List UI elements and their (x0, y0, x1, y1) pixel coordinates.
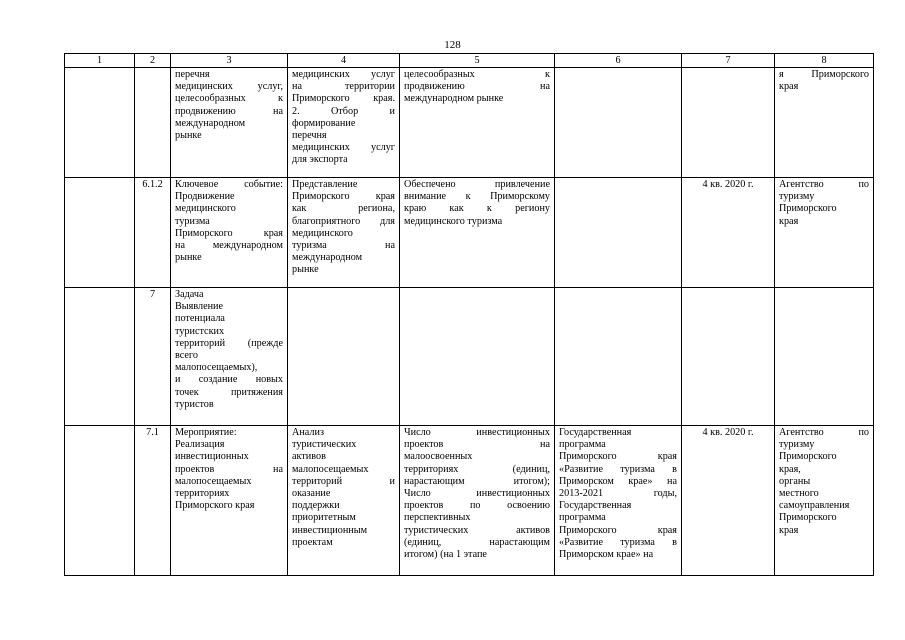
cell-line: проектов по освоению (404, 500, 550, 512)
column-header: 6 (555, 54, 682, 68)
cell-line: Приморского (779, 203, 837, 215)
cell-line: международном рынке (404, 93, 504, 105)
cell-date (682, 68, 775, 178)
cell-col1 (65, 178, 135, 288)
table-row (65, 288, 874, 426)
cell-line: Выявление (175, 301, 224, 313)
cell-line: Представление (292, 179, 358, 190)
cell-line: туризму (779, 439, 815, 451)
cell-text (171, 288, 288, 426)
column-header: 4 (288, 54, 400, 68)
cell-line: (единиц, нарастающим (404, 536, 550, 548)
cell-line: Приморского края (175, 227, 283, 239)
cell-col1 (65, 68, 135, 178)
cell-line: Мероприятие: (175, 427, 237, 438)
cell-line: рынке (292, 264, 319, 276)
cell-line: Приморского края (175, 500, 255, 512)
cell-line: потенциала (175, 313, 225, 325)
cell-line: Приморского края (292, 191, 395, 203)
cell-line: перспективных (404, 512, 471, 524)
cell-line: территориях (единиц, (404, 463, 550, 475)
cell-line: органы (779, 475, 811, 487)
cell-line: целесообразных к (404, 69, 550, 80)
cell-text (400, 426, 555, 576)
cell-line: края (779, 524, 799, 536)
cell-text (555, 426, 682, 576)
cell-line: Агентство по (779, 179, 869, 190)
cell-date: 4 кв. 2020 г. (682, 178, 775, 288)
cell-line: нарастающим итогом); (404, 475, 550, 487)
cell-line: продвижению на (175, 105, 283, 117)
cell-line: Обеспечено привлечение (404, 179, 550, 190)
cell-line: оказание (292, 488, 331, 500)
cell-text (288, 68, 400, 178)
column-number-row (65, 54, 874, 68)
cell-text (775, 68, 874, 178)
cell-line: местного (779, 488, 819, 500)
cell-line: Число инвестиционных (404, 427, 550, 438)
cell-number (135, 68, 171, 178)
cell-text (775, 288, 874, 426)
cell-line: перечня (292, 130, 327, 142)
cell-date (682, 288, 775, 426)
cell-line: медицинского (175, 203, 236, 215)
cell-text (400, 288, 555, 426)
cell-text (400, 68, 555, 178)
cell-line: туристических активов (404, 524, 550, 536)
cell-text (288, 288, 400, 426)
cell-line: Реализация (175, 439, 225, 451)
cell-line: 2013-2021 годы, (559, 488, 677, 500)
cell-date: 4 кв. 2020 г. (682, 426, 775, 576)
cell-line: туристических (292, 439, 357, 451)
cell-line: международном (292, 252, 363, 264)
cell-line: медицинского туризма (404, 215, 503, 227)
cell-text (400, 178, 555, 288)
cell-number: 7.1 (135, 426, 171, 576)
cell-text (171, 68, 288, 178)
cell-text (555, 288, 682, 426)
cell-text (288, 178, 400, 288)
cell-line: края (779, 215, 799, 227)
cell-text (171, 178, 288, 288)
cell-line: программа (559, 439, 606, 451)
cell-line: Приморском крае» на (559, 549, 654, 561)
cell-line: территориях (175, 488, 230, 500)
cell-line: медицинских услуг (292, 69, 395, 80)
table-row (65, 178, 874, 288)
cell-line: на международном (175, 240, 283, 252)
cell-line: проектам (292, 536, 333, 548)
column-header: 7 (682, 54, 775, 68)
cell-line: Число инвестиционных (404, 488, 550, 500)
cell-line: малопосещаемых (292, 463, 369, 475)
cell-line: туристов (175, 398, 214, 410)
cell-line: целесообразных к (175, 93, 283, 105)
cell-line: Приморского края. (292, 93, 395, 105)
cell-line: территорий (прежде (175, 337, 283, 349)
cell-line: малоосвоенных (404, 451, 473, 463)
document-table (64, 53, 874, 576)
cell-line: краю как к региону (404, 203, 550, 215)
cell-line: «Развитие туризма в (559, 463, 677, 475)
column-header: 8 (775, 54, 874, 68)
cell-line: Продвижение (175, 191, 235, 203)
cell-line: малопосещаемых), (175, 362, 258, 374)
cell-line: приоритетным (292, 512, 356, 524)
cell-line: для экспорта (292, 154, 348, 166)
cell-line: продвижению на (404, 81, 550, 93)
cell-line: активов (292, 451, 326, 463)
cell-line: туризму (779, 191, 815, 203)
cell-line: всего (175, 350, 198, 362)
cell-line: проектов на (175, 463, 283, 475)
cell-line: края (779, 81, 799, 93)
cell-line: медицинских услуг (292, 142, 395, 154)
cell-line: поддержки (292, 500, 340, 512)
cell-text (555, 68, 682, 178)
cell-line: медицинского (292, 227, 353, 239)
cell-line: самоуправления (779, 500, 850, 512)
cell-line: туризма (175, 215, 210, 227)
cell-text (288, 426, 400, 576)
cell-line: благоприятного для (292, 215, 395, 227)
cell-line: Анализ (292, 427, 324, 438)
cell-line: 2. Отбор и (292, 105, 395, 117)
cell-line: Приморского (779, 512, 837, 524)
column-header: 3 (171, 54, 288, 68)
cell-line: Агентство по (779, 427, 869, 438)
page-number: 128 (444, 39, 461, 51)
column-header: 2 (135, 54, 171, 68)
cell-line: проектов на (404, 439, 550, 451)
cell-line: малопосещаемых (175, 475, 252, 487)
cell-line: я Приморского (779, 69, 869, 80)
cell-line: Приморского края (559, 524, 677, 536)
cell-line: и создание новых (175, 374, 283, 386)
cell-line: Государственная (559, 427, 632, 438)
cell-line: рынке (175, 130, 202, 142)
cell-line: Приморского (779, 451, 837, 463)
cell-line: итогом) (на 1 этапе (404, 549, 487, 561)
cell-line: международном (175, 117, 246, 129)
cell-line: туристских (175, 325, 225, 337)
cell-line: формирование (292, 117, 356, 129)
cell-line: как региона, (292, 203, 395, 215)
cell-line: инвестиционных (175, 451, 249, 463)
cell-text (775, 426, 874, 576)
cell-line: внимание к Приморскому (404, 191, 550, 203)
cell-line: программа (559, 512, 606, 524)
cell-line: Государственная (559, 500, 632, 512)
cell-line: территорий и (292, 475, 395, 487)
cell-line: «Развитие туризма в (559, 536, 677, 548)
cell-line: края, (779, 463, 801, 475)
cell-line: Приморском крае» на (559, 475, 677, 487)
cell-number: 7 (135, 288, 171, 426)
cell-line: Приморского края (559, 451, 677, 463)
cell-line: Задача (175, 289, 204, 300)
column-header: 1 (65, 54, 135, 68)
table-row (65, 68, 874, 178)
cell-col1 (65, 426, 135, 576)
cell-line: рынке (175, 252, 202, 264)
cell-line: инвестиционным (292, 524, 368, 536)
cell-text (775, 178, 874, 288)
cell-line: точек притяжения (175, 386, 283, 398)
cell-text (555, 178, 682, 288)
cell-col1 (65, 288, 135, 426)
table-row (65, 426, 874, 576)
cell-line: туризма на (292, 240, 395, 252)
cell-line: перечня (175, 69, 210, 80)
cell-line: медицинских услуг, (175, 81, 283, 93)
cell-line: на территории (292, 81, 395, 93)
cell-line: Ключевое событие: (175, 179, 283, 190)
cell-text (171, 426, 288, 576)
cell-number: 6.1.2 (135, 178, 171, 288)
column-header: 5 (400, 54, 555, 68)
